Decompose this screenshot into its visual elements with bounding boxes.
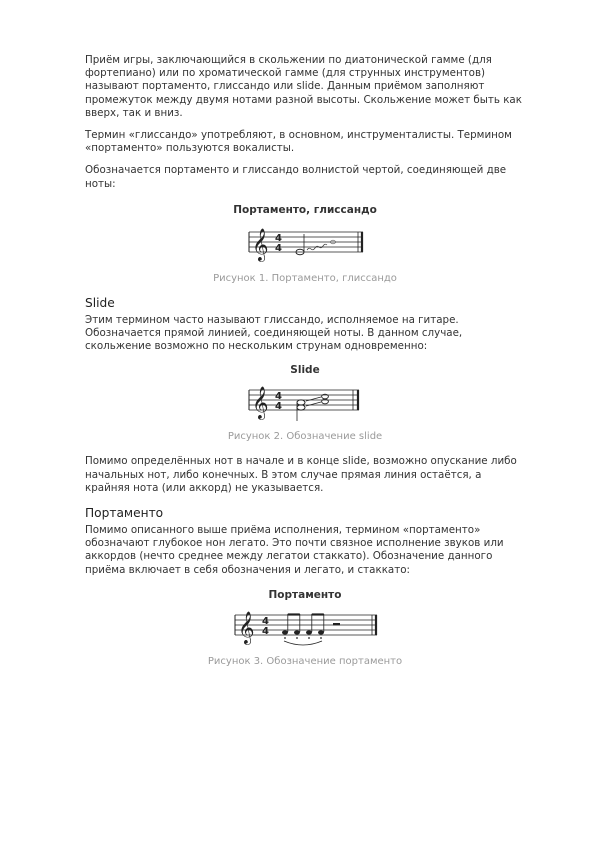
time-signature-top: 4 (275, 391, 282, 403)
paragraph-slide: Этим термином часто называют глиссандо, исполняемое на гитаре. Обозначается прямой линией, соединяющей ноты. В данном случае, скольжение возможно по нескольким струнам одновременно: (85, 313, 463, 353)
staccato-dots (284, 637, 322, 639)
paragraph-intro: Приём игры, заключающийся в скольжении по диатонической гамме (для фортепиано) или по хроматической гамме (для струнных инструментов) называют портаменто, глиссандо или slide. Данным приёмом заполняют промежуток между двумя нотами разной высоты. Скольжение может быть как вверх, так и вниз. (85, 54, 522, 119)
figure-1-title: Портаменто, глиссандо (233, 203, 377, 216)
paragraph-terms: Термин «глиссандо» употребляют, в основном, инструменталисты. Термином «портаменто» пользуются вокалисты. (85, 129, 512, 155)
half-rest (333, 623, 340, 625)
figure-3 (85, 588, 525, 668)
paragraph-slide-variants: Помимо определённых нот в начале и в конце slide, возможно опускание либо начальных нот, либо конечных. В этом случае прямая линия остаётся, а крайняя нота (или аккорд) не указывается. (85, 455, 517, 494)
paragraph-notation: Обозначается портаменто и глиссандо волнистой чертой, соединяющей две ноты: (85, 164, 507, 190)
treble-clef-icon: 𝄞 (252, 227, 269, 261)
figure-2-caption: Рисунок 2. Обозначение slide (227, 431, 383, 443)
figure-3-title: Портаменто (268, 588, 342, 601)
slide-line-upper (306, 397, 321, 401)
chord-note-lower (297, 405, 305, 410)
heading-portamento: Портаменто (85, 506, 164, 521)
figure-3-caption: Рисунок 3. Обозначение портаменто (207, 655, 403, 667)
time-signature-top: 4 (262, 615, 269, 627)
figure-2-staff (235, 379, 375, 429)
figure-2-title: Slide (290, 364, 320, 377)
eighth-note-group (282, 614, 324, 635)
figure-3-staff (225, 604, 385, 654)
legato-slur (284, 641, 322, 645)
time-signature-top: 4 (275, 232, 282, 244)
treble-clef-icon: 𝄞 (238, 610, 255, 644)
time-signature-bottom: 4 (262, 625, 269, 637)
treble-clef-icon: 𝄞 (252, 386, 269, 420)
paragraph-portamento: Помимо описанного выше приёма исполнения, термином «портаменто» обозначают глубокое нон легато. Это почти связное исполнение звуков или аккордов (нечто среднее между легатои стаккато). Обозначение данного приёма включает в себя обозначения и легато, и стаккато: (85, 524, 504, 576)
heading-slide: Slide (85, 295, 115, 310)
figure-1-caption: Рисунок 1. Портаменто, глиссандо (213, 272, 397, 284)
chord-note-upper (297, 400, 305, 405)
figure-1 (85, 203, 525, 285)
time-signature-bottom: 4 (275, 401, 282, 413)
slide-line-lower (306, 402, 321, 406)
time-signature-bottom: 4 (275, 242, 282, 254)
staff-lines (235, 615, 377, 635)
document-body (85, 54, 525, 668)
figure-2 (85, 363, 525, 443)
figure-1-staff (235, 221, 375, 271)
